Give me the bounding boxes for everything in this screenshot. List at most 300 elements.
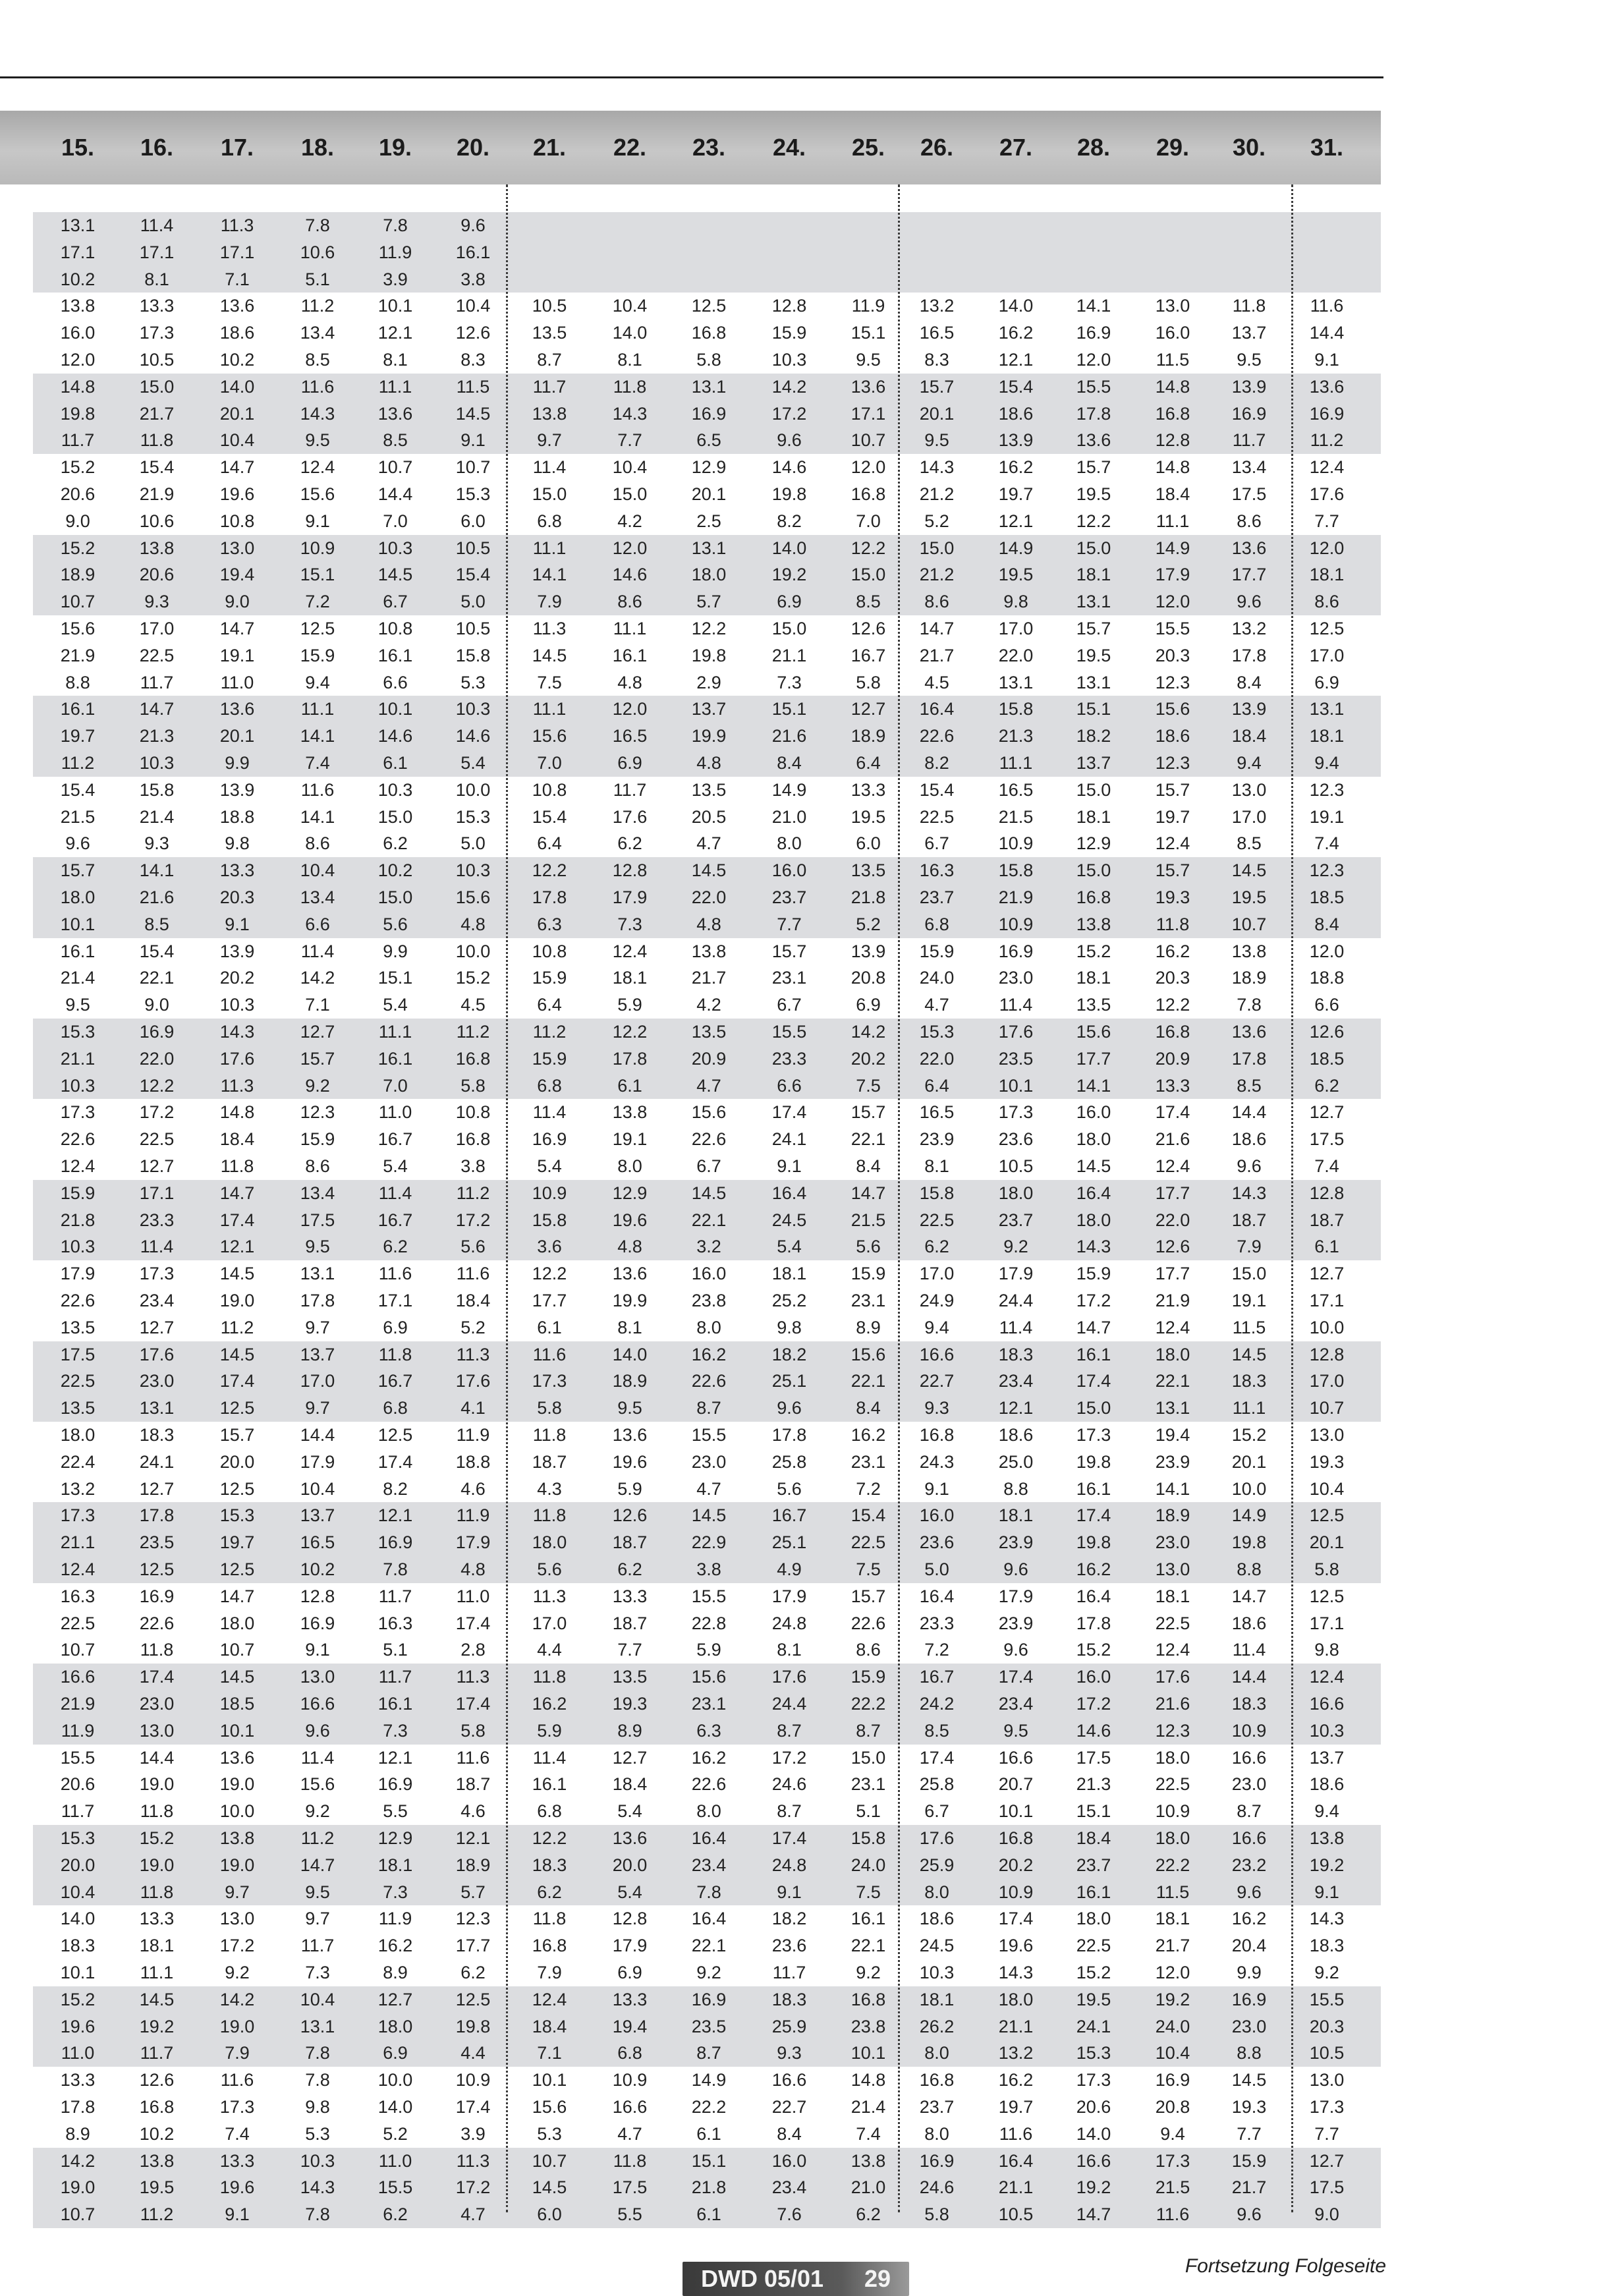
table-cell: 7.7 xyxy=(777,914,802,934)
table-cell: 18.0 xyxy=(691,565,727,585)
table-cell: 15.3 xyxy=(919,1022,955,1042)
table-cell: 16.6 xyxy=(919,1344,955,1364)
table-cell: 17.5 xyxy=(1231,484,1267,504)
table-cell: 16.9 xyxy=(691,1989,727,2009)
table-cell: 17.3 xyxy=(1076,2070,1111,2090)
table-cell: 19.1 xyxy=(1231,1291,1267,1310)
table-cell: 9.2 xyxy=(305,1075,330,1096)
table-cell: 18.0 xyxy=(1155,1344,1190,1364)
table-cell: 17.6 xyxy=(139,1344,175,1364)
table-cell: 14.9 xyxy=(771,779,807,800)
table-cell: 14.1 xyxy=(1076,1075,1111,1096)
table-cell: 15.0 xyxy=(612,484,648,504)
table-cell: 8.5 xyxy=(856,592,881,612)
table-cell: 15.9 xyxy=(532,1048,567,1069)
table-cell: 9.6 xyxy=(460,215,486,235)
table-cell: 6.6 xyxy=(1314,995,1339,1015)
table-cell: 10.8 xyxy=(532,779,567,800)
table-cell: 16.1 xyxy=(1076,1882,1111,1902)
table-cell: 12.4 xyxy=(60,1156,96,1176)
table-cell: 15.8 xyxy=(455,645,491,665)
table-cell: 11.4 xyxy=(300,1747,335,1768)
table-cell: 14.2 xyxy=(771,376,807,397)
table-cell: 10.1 xyxy=(851,2043,886,2063)
table-cell: 20.3 xyxy=(1309,2016,1345,2036)
table-cell: 17.0 xyxy=(1309,645,1345,665)
page-badge xyxy=(683,2262,909,2296)
table-cell: 20.6 xyxy=(60,484,96,504)
table-cell: 15.7 xyxy=(1076,619,1111,638)
table-cell: 13.6 xyxy=(612,1264,648,1284)
table-cell: 15.9 xyxy=(851,1264,886,1284)
table-cell: 15.6 xyxy=(60,619,96,638)
table-cell: 11.1 xyxy=(378,376,412,397)
table-cell: 6.7 xyxy=(924,833,949,854)
table-cell: 6.1 xyxy=(383,753,408,773)
table-cell: 19.8 xyxy=(1076,1532,1111,1553)
table-cell: 15.5 xyxy=(60,1747,96,1768)
table-cell: 11.2 xyxy=(140,2204,174,2225)
table-cell: 13.2 xyxy=(60,1478,96,1499)
table-cell: 17.6 xyxy=(1309,484,1345,504)
table-cell: 10.5 xyxy=(998,2204,1034,2225)
table-cell: 10.4 xyxy=(300,1989,335,2009)
table-cell: 17.4 xyxy=(455,1694,491,1714)
table-cell: 5.3 xyxy=(305,2123,330,2144)
table-cell: 10.7 xyxy=(60,1640,96,1660)
table-cell: 13.5 xyxy=(851,860,886,881)
table-cell: 16.5 xyxy=(612,726,648,746)
table-cell: 14.7 xyxy=(219,1183,255,1203)
table-cell: 7.3 xyxy=(383,1882,408,1902)
header-day: 21. xyxy=(532,134,567,161)
table-cell: 16.9 xyxy=(1155,2070,1190,2090)
table-cell: 14.7 xyxy=(219,457,255,478)
table-cell: 18.1 xyxy=(1155,1909,1190,1929)
table-cell: 6.2 xyxy=(617,833,642,854)
table-cell: 14.9 xyxy=(1155,538,1190,558)
table-cell: 13.5 xyxy=(60,1317,96,1337)
table-cell: 23.7 xyxy=(1076,1855,1111,1875)
table-cell: 10.3 xyxy=(219,995,255,1015)
table-cell: 5.2 xyxy=(460,1317,486,1337)
table-cell: 16.9 xyxy=(691,403,727,424)
table-cell: 22.5 xyxy=(1155,1613,1190,1633)
table-cell: 11.4 xyxy=(532,1747,567,1768)
table-cell: 16.2 xyxy=(1076,1559,1111,1579)
table-cell: 16.4 xyxy=(771,1183,807,1203)
table-cell: 12.8 xyxy=(1309,1344,1345,1364)
table-cell: 6.2 xyxy=(383,1237,408,1257)
table-cell: 12.1 xyxy=(219,1237,255,1257)
table-cell: 21.9 xyxy=(60,1694,96,1714)
table-cell: 14.9 xyxy=(1231,1505,1267,1526)
table-cell: 16.8 xyxy=(691,323,727,343)
table-cell: 18.0 xyxy=(60,1425,96,1445)
table-cell: 18.6 xyxy=(1309,1774,1345,1795)
table-cell: 15.2 xyxy=(1076,1640,1111,1660)
table-cell: 14.3 xyxy=(300,403,335,424)
table-cell: 4.5 xyxy=(460,995,486,1015)
table-cell: 16.2 xyxy=(998,2070,1034,2090)
table-cell: 5.0 xyxy=(924,1559,949,1579)
table-cell: 22.5 xyxy=(60,1371,96,1391)
table-cell: 17.6 xyxy=(998,1022,1034,1042)
table-cell: 7.8 xyxy=(383,215,408,235)
table-cell: 13.8 xyxy=(60,296,96,316)
table-cell: 10.7 xyxy=(1231,914,1267,934)
table-cell: 17.2 xyxy=(455,2177,491,2198)
table-cell: 18.0 xyxy=(998,1183,1034,1203)
table-cell: 15.6 xyxy=(455,887,491,907)
table-cell: 17.8 xyxy=(771,1425,807,1445)
table-cell: 12.2 xyxy=(691,619,727,638)
table-cell: 11.2 xyxy=(456,1183,490,1203)
table-cell: 16.0 xyxy=(1076,1667,1111,1687)
table-cell: 5.8 xyxy=(537,1398,562,1418)
table-cell: 14.3 xyxy=(998,1963,1034,1982)
table-cell: 21.7 xyxy=(1155,1936,1190,1956)
table-cell: 8.1 xyxy=(777,1640,802,1660)
table-cell: 23.4 xyxy=(998,1371,1034,1391)
table-cell: 20.7 xyxy=(998,1774,1034,1795)
table-cell: 9.1 xyxy=(460,430,486,451)
table-cell: 15.8 xyxy=(532,1210,567,1230)
table-cell: 10.1 xyxy=(998,1801,1034,1822)
table-cell: 16.4 xyxy=(919,699,955,719)
table-cell: 7.5 xyxy=(537,672,562,692)
table-cell: 16.6 xyxy=(612,2097,648,2117)
table-cell: 12.1 xyxy=(998,1398,1034,1418)
table-cell: 5.5 xyxy=(383,1801,408,1822)
table-cell: 18.6 xyxy=(919,1909,955,1929)
table-cell: 12.9 xyxy=(612,1183,648,1203)
table-cell: 13.5 xyxy=(532,323,567,343)
table-cell: 13.1 xyxy=(300,2016,335,2036)
table-cell: 8.3 xyxy=(924,350,949,370)
table-cell: 8.0 xyxy=(924,2043,949,2063)
header-day: 24. xyxy=(772,134,806,161)
table-cell: 14.5 xyxy=(377,565,413,585)
table-cell: 18.0 xyxy=(60,887,96,907)
table-cell: 22.1 xyxy=(691,1936,727,1956)
table-cell: 12.7 xyxy=(377,1989,413,2009)
table-cell: 13.8 xyxy=(1231,941,1267,961)
table-cell: 11.7 xyxy=(1232,430,1266,451)
table-cell: 17.4 xyxy=(139,1667,175,1687)
table-cell: 12.6 xyxy=(851,619,886,638)
table-cell: 17.6 xyxy=(455,1371,491,1391)
table-cell: 12.7 xyxy=(300,1022,335,1042)
table-cell: 10.5 xyxy=(532,296,567,316)
table-cell: 7.4 xyxy=(305,753,330,773)
table-cell: 22.0 xyxy=(919,1048,955,1069)
table-cell: 17.6 xyxy=(612,806,648,827)
table-cell: 10.3 xyxy=(455,860,491,881)
table-cell: 11.1 xyxy=(532,699,567,719)
table-cell: 10.4 xyxy=(1155,2043,1190,2063)
table-cell: 9.1 xyxy=(1314,350,1339,370)
table-cell: 14.4 xyxy=(1309,323,1345,343)
table-cell: 22.1 xyxy=(851,1936,886,1956)
table-cell: 16.8 xyxy=(1155,403,1190,424)
table-cell: 16.0 xyxy=(691,1264,727,1284)
table-cell: 9.7 xyxy=(225,1882,250,1902)
table-cell: 8.2 xyxy=(924,753,949,773)
table-cell: 11.1 xyxy=(1156,511,1190,531)
table-cell: 15.1 xyxy=(1076,1801,1111,1822)
table-cell: 8.7 xyxy=(856,1720,881,1741)
table-cell: 13.9 xyxy=(219,779,255,800)
table-cell: 9.6 xyxy=(1237,2204,1262,2225)
table-cell: 19.0 xyxy=(219,1774,255,1795)
table-cell: 24.0 xyxy=(851,1855,886,1875)
table-cell: 20.1 xyxy=(219,726,255,746)
table-cell: 22.1 xyxy=(851,1371,886,1391)
table-cell: 7.8 xyxy=(305,2043,330,2063)
table-cell: 23.8 xyxy=(851,2016,886,2036)
table-cell: 14.0 xyxy=(377,2097,413,2117)
table-cell: 18.0 xyxy=(532,1532,567,1553)
table-cell: 9.5 xyxy=(924,430,949,451)
table-cell: 12.7 xyxy=(139,1317,175,1337)
table-cell: 6.6 xyxy=(383,672,408,692)
table-cell: 12.9 xyxy=(377,1828,413,1848)
table-cell: 13.5 xyxy=(1076,995,1111,1015)
table-cell: 10.2 xyxy=(139,2123,175,2144)
table-cell: 5.2 xyxy=(924,511,949,531)
table-cell: 9.3 xyxy=(777,2043,802,2063)
table-cell: 8.7 xyxy=(696,1398,721,1418)
table-cell: 8.0 xyxy=(777,833,802,854)
table-cell: 12.7 xyxy=(612,1747,648,1768)
table-cell: 10.9 xyxy=(1231,1720,1267,1741)
table-cell: 17.0 xyxy=(1231,806,1267,827)
table-cell: 6.7 xyxy=(696,1156,721,1176)
table-cell: 12.6 xyxy=(139,2070,175,2090)
table-cell: 18.0 xyxy=(219,1613,255,1633)
table-cell: 9.2 xyxy=(305,1801,330,1822)
table-cell: 6.4 xyxy=(856,753,881,773)
table-cell: 17.8 xyxy=(139,1505,175,1526)
table-cell: 12.0 xyxy=(60,350,96,370)
table-cell: 10.4 xyxy=(455,296,491,316)
table-cell: 6.2 xyxy=(537,1882,562,1902)
table-cell: 16.7 xyxy=(919,1667,955,1687)
table-cell: 7.7 xyxy=(1314,511,1339,531)
table-cell: 9.2 xyxy=(696,1963,721,1982)
table-cell: 12.3 xyxy=(1309,860,1345,881)
table-cell: 23.5 xyxy=(691,2016,727,2036)
table-cell: 17.5 xyxy=(1309,1129,1345,1150)
table-cell: 12.6 xyxy=(612,1505,648,1526)
table-cell: 9.6 xyxy=(1237,1882,1262,1902)
table-cell: 16.5 xyxy=(998,779,1034,800)
table-cell: 11.3 xyxy=(220,215,254,235)
table-cell: 2.5 xyxy=(696,511,721,531)
table-cell: 14.7 xyxy=(851,1183,886,1203)
table-cell: 20.6 xyxy=(60,1774,96,1795)
table-cell: 16.0 xyxy=(1076,1102,1111,1123)
table-cell: 8.0 xyxy=(924,1882,949,1902)
table-cell: 9.5 xyxy=(65,995,90,1015)
table-cell: 18.3 xyxy=(1231,1371,1267,1391)
table-cell: 7.3 xyxy=(383,1720,408,1741)
table-cell: 8.6 xyxy=(1314,592,1339,612)
table-cell: 10.9 xyxy=(998,833,1034,854)
table-cell: 11.2 xyxy=(300,296,335,316)
table-cell: 16.2 xyxy=(532,1694,567,1714)
table-cell: 4.7 xyxy=(696,1478,721,1499)
table-cell: 21.9 xyxy=(60,645,96,665)
table-cell: 12.3 xyxy=(1155,1720,1190,1741)
table-cell: 19.0 xyxy=(219,2016,255,2036)
table-cell: 21.6 xyxy=(139,887,175,907)
table-cell: 10.1 xyxy=(532,2070,567,2090)
table-cell: 23.3 xyxy=(919,1613,955,1633)
table-cell: 21.3 xyxy=(139,726,175,746)
table-cell: 7.3 xyxy=(777,672,802,692)
table-cell: 13.1 xyxy=(691,376,727,397)
table-cell: 22.7 xyxy=(771,2097,807,2117)
table-cell: 16.0 xyxy=(771,2150,807,2171)
table-cell: 15.2 xyxy=(60,457,96,478)
table-cell: 16.2 xyxy=(1231,1909,1267,1929)
table-cell: 18.0 xyxy=(1155,1747,1190,1768)
table-cell: 22.6 xyxy=(139,1613,175,1633)
table-cell: 13.3 xyxy=(219,2150,255,2171)
table-cell: 15.6 xyxy=(532,2097,567,2117)
table-cell: 16.7 xyxy=(771,1505,807,1526)
table-cell: 13.4 xyxy=(300,323,335,343)
table-cell: 16.8 xyxy=(455,1048,491,1069)
table-cell: 17.5 xyxy=(60,1344,96,1364)
table-cell: 23.4 xyxy=(771,2177,807,2198)
table-cell: 17.7 xyxy=(1231,565,1267,585)
table-cell: 19.8 xyxy=(455,2016,491,2036)
table-cell: 24.8 xyxy=(771,1613,807,1633)
table-cell: 21.5 xyxy=(60,806,96,827)
table-cell: 14.2 xyxy=(300,968,335,988)
table-cell: 3.8 xyxy=(460,269,486,289)
table-cell: 17.3 xyxy=(60,1505,96,1526)
table-cell: 13.2 xyxy=(1231,619,1267,638)
table-cell: 17.6 xyxy=(919,1828,955,1848)
table-cell: 17.7 xyxy=(1155,1264,1190,1284)
table-cell: 14.7 xyxy=(919,619,955,638)
table-cell: 6.1 xyxy=(617,1075,642,1096)
table-cell: 9.2 xyxy=(856,1963,881,1982)
header-day: 23. xyxy=(692,134,726,161)
table-cell: 15.5 xyxy=(1309,1989,1345,2009)
table-cell: 20.9 xyxy=(1155,1048,1190,1069)
table-cell: 9.8 xyxy=(1314,1640,1339,1660)
table-cell: 16.9 xyxy=(1231,1989,1267,2009)
table-cell: 16.2 xyxy=(377,1936,413,1956)
table-cell: 19.6 xyxy=(219,484,255,504)
table-cell: 14.1 xyxy=(300,726,335,746)
table-cell: 5.4 xyxy=(777,1237,802,1257)
table-cell: 15.7 xyxy=(851,1102,886,1123)
table-cell: 21.2 xyxy=(919,565,955,585)
table-cell: 5.9 xyxy=(537,1720,562,1741)
table-cell: 13.0 xyxy=(1309,1425,1345,1445)
table-cell: 13.0 xyxy=(1155,1559,1190,1579)
table-cell: 19.5 xyxy=(1076,484,1111,504)
table-cell: 8.1 xyxy=(617,350,642,370)
table-cell: 24.4 xyxy=(771,1694,807,1714)
table-cell: 14.5 xyxy=(1231,1344,1267,1364)
table-cell: 24.6 xyxy=(771,1774,807,1795)
table-cell: 14.1 xyxy=(300,806,335,827)
table-cell: 11.1 xyxy=(140,1963,174,1982)
table-cell: 17.5 xyxy=(1309,2177,1345,2198)
table-cell: 13.7 xyxy=(1076,753,1111,773)
table-cell: 25.1 xyxy=(771,1532,807,1553)
table-cell: 18.6 xyxy=(998,403,1034,424)
table-cell: 23.0 xyxy=(1231,1774,1267,1795)
table-cell: 19.6 xyxy=(612,1451,648,1472)
table-cell: 11.3 xyxy=(532,619,567,638)
table-cell: 6.7 xyxy=(924,1801,949,1822)
table-cell: 9.6 xyxy=(777,430,802,451)
table-cell: 17.8 xyxy=(612,1048,648,1069)
table-cell: 13.6 xyxy=(1309,376,1345,397)
table-cell: 19.0 xyxy=(139,1774,175,1795)
table-cell: 22.7 xyxy=(919,1371,955,1391)
table-cell: 13.6 xyxy=(612,1828,648,1848)
table-cell: 21.0 xyxy=(771,806,807,827)
table-cell: 13.2 xyxy=(998,2043,1034,2063)
table-cell: 17.9 xyxy=(612,1936,648,1956)
table-cell: 15.0 xyxy=(139,376,175,397)
table-cell: 21.5 xyxy=(1155,2177,1190,2198)
table-cell: 6.6 xyxy=(777,1075,802,1096)
table-cell: 12.5 xyxy=(1309,619,1345,638)
table-cell: 22.5 xyxy=(1076,1936,1111,1956)
table-cell: 16.5 xyxy=(919,323,955,343)
table-cell: 14.5 xyxy=(691,860,727,881)
table-cell: 9.8 xyxy=(225,833,250,854)
table-cell: 10.7 xyxy=(60,2204,96,2225)
table-cell: 8.4 xyxy=(777,753,802,773)
table-cell: 25.9 xyxy=(919,1855,955,1875)
table-cell: 19.4 xyxy=(219,565,255,585)
table-cell: 15.3 xyxy=(1076,2043,1111,2063)
table-cell: 23.4 xyxy=(691,1855,727,1875)
table-cell: 13.8 xyxy=(1309,1828,1345,1848)
table-cell: 18.3 xyxy=(1231,1694,1267,1714)
table-cell: 17.1 xyxy=(60,242,96,262)
table-cell: 15.9 xyxy=(60,1183,96,1203)
table-cell: 4.7 xyxy=(924,995,949,1015)
table-cell: 5.4 xyxy=(617,1882,642,1902)
table-cell: 11.6 xyxy=(220,2070,254,2090)
table-cell: 4.7 xyxy=(696,1075,721,1096)
table-cell: 16.8 xyxy=(998,1828,1034,1848)
table-cell: 19.7 xyxy=(60,726,96,746)
table-cell: 6.9 xyxy=(1314,672,1339,692)
table-cell: 24.0 xyxy=(1155,2016,1190,2036)
table-cell: 23.6 xyxy=(771,1936,807,1956)
table-cell: 15.0 xyxy=(851,565,886,585)
table-cell: 5.3 xyxy=(537,2123,562,2144)
table-cell: 16.9 xyxy=(998,941,1034,961)
table-cell: 7.5 xyxy=(856,1075,881,1096)
table-cell: 15.0 xyxy=(1076,1398,1111,1418)
table-cell: 21.1 xyxy=(771,645,807,665)
table-cell: 8.8 xyxy=(1237,1559,1262,1579)
